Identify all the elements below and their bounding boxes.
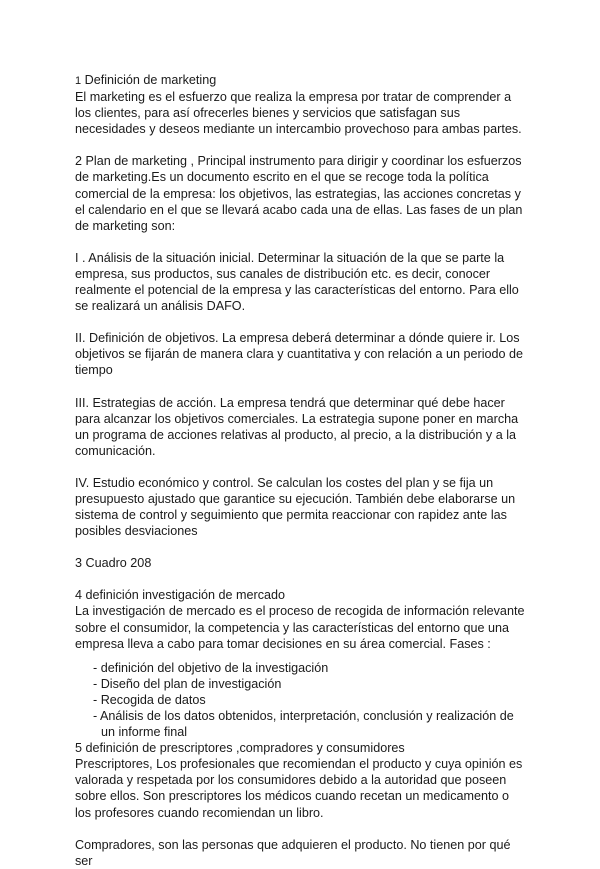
section-4-phase-list — [75, 660, 527, 740]
list-item: - definición del objetivo de la investigación — [93, 660, 329, 675]
list-item: - Análisis de los datos obtenidos, interpretación, conclusión y realización de un informe final — [93, 709, 514, 740]
list-item: - Recogida de datos — [93, 692, 206, 707]
phase-4-paragraph: IV. Estudio económico y control. Se calculan los costes del plan y se fija un presupuesto ajustado que garantice su ejecución. También debe elaborarse un sistema de control y seguimiento que permita reaccionar con rapidez ante las posibles desviaciones — [75, 475, 516, 539]
phase-3-paragraph: III. Estrategias de acción. La empresa tendrá que determinar qué debe hacer para alcanzar los objetivos comerciales. La estrategia supone poner en marcha un programa de acciones relativas al producto, al precio, a la distribución y a la comunicación. — [75, 395, 519, 458]
section-1-heading — [75, 72, 527, 89]
compradores-paragraph: Compradores, son las personas que adquieren el producto. No tienen por qué ser — [75, 837, 511, 868]
phase-1-paragraph: I . Análisis de la situación inicial. Determinar la situación de la que se parte la empresa, sus productos, sus canales de distribución etc. es decir, conocer realmente el potencial de la empresa y las características del entorno. Para ello se realizará un análisis DAFO. — [75, 250, 519, 314]
phase-2-paragraph: II. Definición de objetivos. La empresa deberá determinar a dónde quiere ir. Los objetivos se fijarán de manera clara y cuantitativa y con relación a un periodo de tiempo — [75, 331, 524, 378]
section-1-title: Definición de marketing — [84, 73, 217, 87]
section-1-body: El marketing es el esfuerzo que realiza la empresa por tratar de comprender a los clientes, para así ofrecerles bienes y servicios que satisfagan sus necesidades y deseos mediante un intercambio provechoso para ambas partes. — [75, 90, 522, 137]
section-3-paragraph: 3 Cuadro 208 — [75, 556, 152, 571]
section-1-number: 1 — [75, 75, 82, 87]
section-2-paragraph: 2 Plan de marketing , Principal instrumento para dirigir y coordinar los esfuerzos de marketing.Es un documento escrito en el que se recoge toda la política comercial de la empresa: los objetivos, las estrategias, las acciones concretas y el calendario en el que se llevará acabo cada una de ellas. Las fases de un plan de marketing son: — [75, 154, 523, 233]
prescriptores-paragraph: Prescriptores, Los profesionales que recomiendan el producto y cuya opinión es valorada y respetada por los consumidores debido a la autoridad que poseen sobre ellos. Son prescriptores los médicos cuando recetan un medicamento o los profesores cuando recomiendan un libro. — [75, 757, 523, 820]
document-content — [75, 72, 527, 869]
section-4-title: 4 definición investigación de mercado — [75, 588, 286, 603]
section-4-body: La investigación de mercado es el proceso de recogida de información relevante sobre el consumidor, la competencia y las características del entorno que una empresa lleva a cabo para tomar decisiones en su área comercial. Fases : — [75, 604, 525, 651]
section-5-title: 5 definición de prescriptores ,compradores y consumidores — [75, 741, 405, 756]
list-item: - Diseño del plan de investigación — [93, 676, 282, 691]
